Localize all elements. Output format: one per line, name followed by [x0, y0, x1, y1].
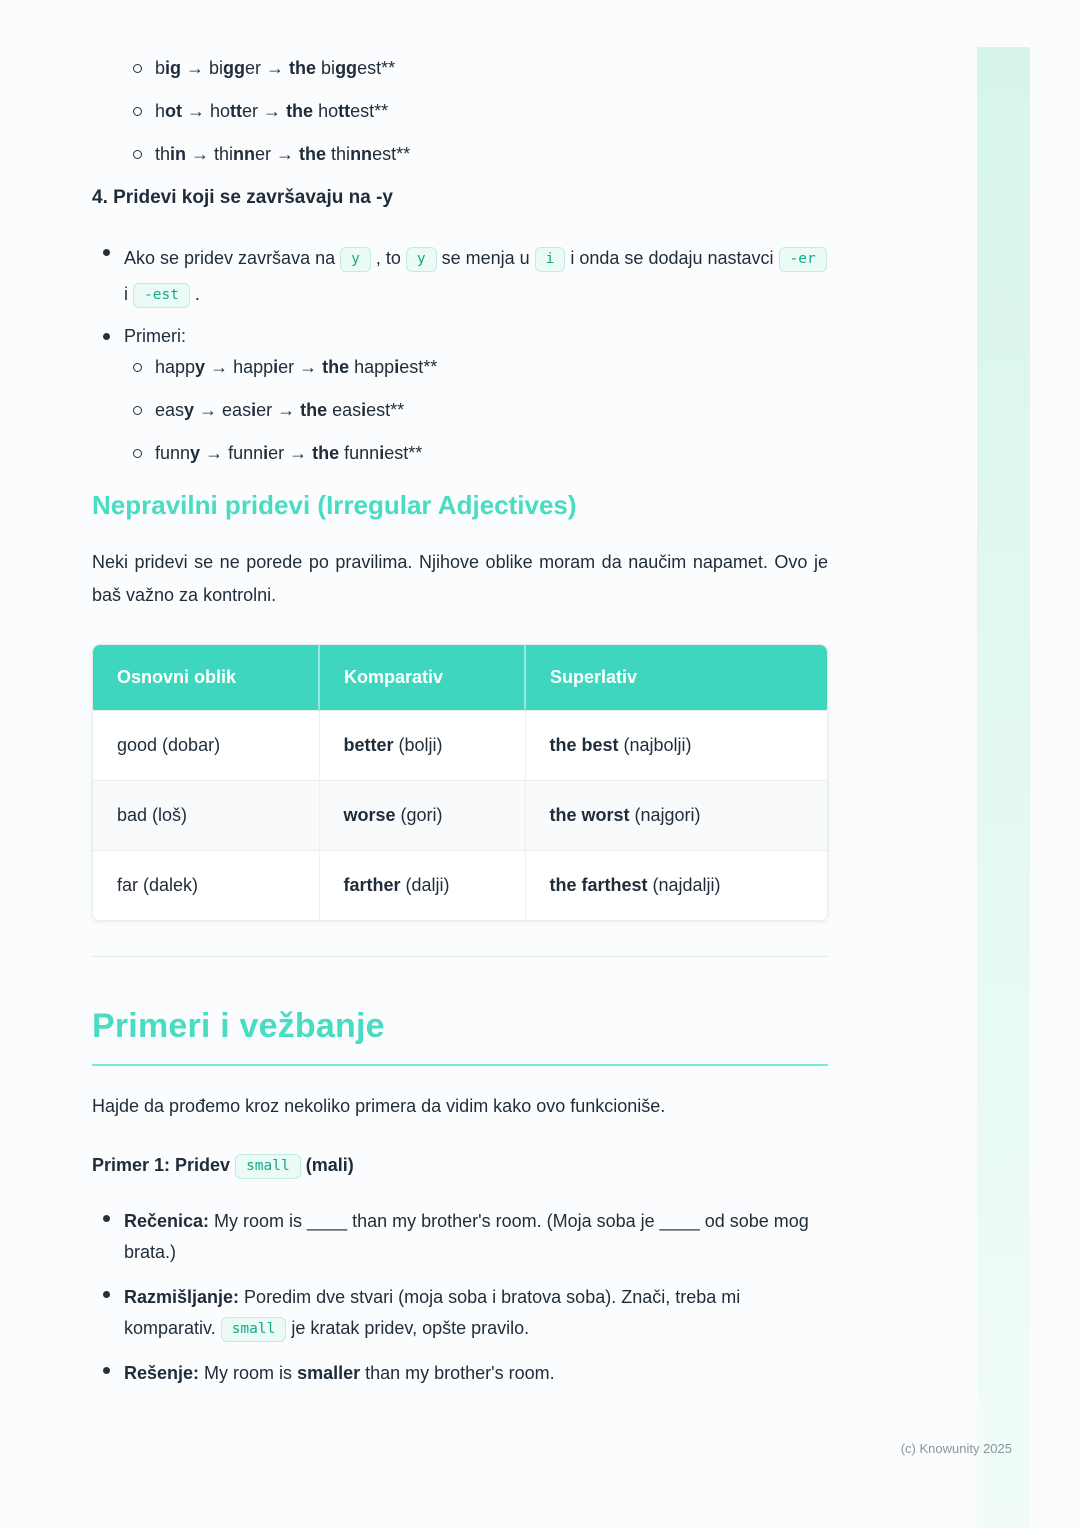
table-cell: the farthest (najdalji)	[525, 851, 828, 921]
table-header-osnovni-oblik: Osnovni oblik	[93, 645, 319, 711]
table-header-superlativ: Superlativ	[525, 645, 828, 711]
disc-bullet-icon	[103, 249, 110, 256]
primer-1-title: Primer 1: Pridev small (mali)	[92, 1151, 828, 1179]
y-rule-list	[92, 240, 828, 349]
table-cell: better (bolji)	[319, 711, 525, 781]
copyright-footer: (c) Knowunity 2025	[900, 1441, 1012, 1456]
section-4-heading: 4. Pridevi koji se završavaju na -y	[92, 187, 393, 208]
table-cell: farther (dalji)	[319, 851, 525, 921]
example-text: hot → hotter → the hottest**	[155, 101, 389, 121]
short-doubling-examples-list	[92, 56, 828, 167]
table-cell: far (dalek)	[93, 851, 319, 921]
side-accent-strip	[977, 47, 1030, 1528]
primer-1-list	[92, 1206, 828, 1389]
y-examples-list	[92, 355, 828, 466]
disc-bullet-icon	[103, 1215, 110, 1222]
disc-bullet-icon	[103, 1291, 110, 1298]
table-cell: bad (loš)	[93, 781, 319, 851]
primer-solution-text: Rešenje: My room is smaller than my brother's room.	[124, 1363, 555, 1383]
table-cell: the worst (najgori)	[525, 781, 828, 851]
irregular-table	[93, 645, 828, 920]
primer-reasoning-text: Razmišljanje: Poredim dve stvari (moja soba i bratova soba). Znači, treba mi komparativ. small je kratak pridev, opšte pravilo.	[124, 1282, 828, 1344]
page-content	[92, 56, 828, 1403]
example-item-easy	[92, 398, 828, 423]
disc-bullet-icon	[103, 1367, 110, 1374]
example-item-thin	[92, 142, 828, 167]
table-cell: worse (gori)	[319, 781, 525, 851]
irregular-intro-paragraph: Neki pridevi se ne porede po pravilima. Njihove oblike moram da naučim napamet. Ovo je baš važno za kontrolni.	[92, 552, 828, 605]
example-item-funny	[92, 441, 828, 466]
circle-bullet-icon	[133, 406, 142, 415]
table-row-bad	[93, 781, 828, 851]
practice-heading-underline	[92, 1064, 828, 1066]
example-text: easy → easier → the easiest**	[155, 400, 405, 420]
primer-solution-item	[92, 1358, 828, 1389]
examples-label-item	[92, 324, 828, 349]
section-divider	[92, 956, 828, 957]
disc-bullet-icon	[103, 333, 110, 340]
example-item-big	[92, 56, 828, 81]
circle-bullet-icon	[133, 107, 142, 116]
irregular-adjectives-heading: Nepravilni pridevi (Irregular Adjectives)	[92, 490, 577, 520]
irregular-adjectives-table	[92, 644, 828, 921]
examples-label: Primeri:	[124, 326, 186, 346]
circle-bullet-icon	[133, 64, 142, 73]
table-header-komparativ: Komparativ	[319, 645, 525, 711]
example-text: happy → happier → the happiest**	[155, 357, 438, 377]
circle-bullet-icon	[133, 150, 142, 159]
primer-sentence-item	[92, 1206, 828, 1268]
circle-bullet-icon	[133, 449, 142, 458]
table-row-good	[93, 711, 828, 781]
y-rule-text: Ako se pridev završava na y , to y se menja u i i onda se dodaju nastavci -er i -est .	[124, 240, 828, 312]
circle-bullet-icon	[133, 363, 142, 372]
primer-sentence-text: Rečenica: My room is ____ than my brother's room. (Moja soba je ____ od sobe mog brata.)	[124, 1211, 809, 1262]
table-cell: the best (najbolji)	[525, 711, 828, 781]
example-item-happy	[92, 355, 828, 380]
primer-reasoning-item	[92, 1282, 828, 1344]
y-rule-item	[92, 240, 828, 312]
example-text: funny → funnier → the funniest**	[155, 443, 423, 463]
practice-intro-paragraph: Hajde da prođemo kroz nekoliko primera da vidim kako ovo funkcioniše.	[92, 1096, 666, 1116]
example-item-hot	[92, 99, 828, 124]
practice-heading: Primeri i vežbanje	[92, 1007, 385, 1045]
table-row-far	[93, 851, 828, 921]
table-cell: good (dobar)	[93, 711, 319, 781]
table-header-row	[93, 645, 828, 711]
example-text: thin → thinner → the thinnest**	[155, 144, 411, 164]
example-text: big → bigger → the biggest**	[155, 58, 396, 78]
